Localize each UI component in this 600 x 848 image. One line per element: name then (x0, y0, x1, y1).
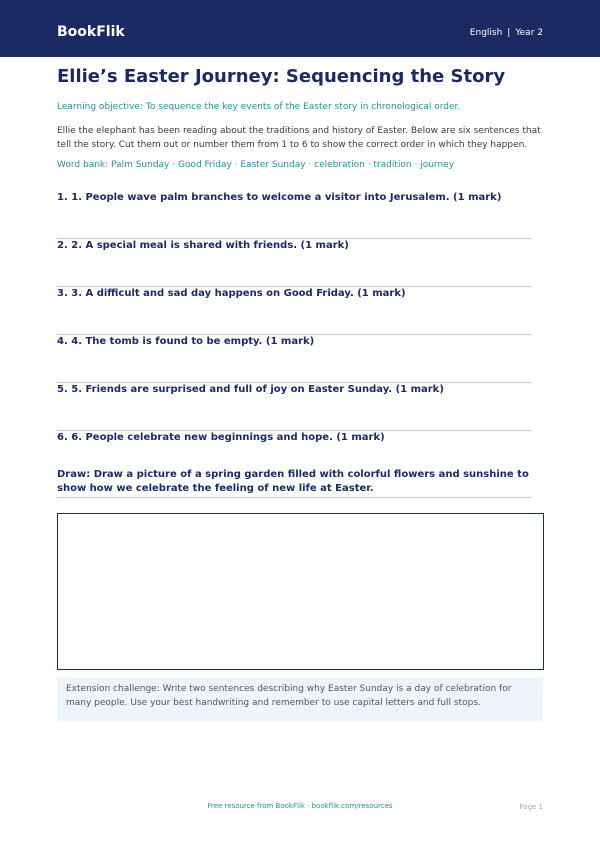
question-3 (57, 287, 532, 300)
page-header (0, 0, 600, 57)
page-number: Page 1 (519, 803, 543, 811)
question-5 (57, 383, 532, 396)
worksheet-title: Ellie’s Easter Journey: Sequencing the Story (57, 66, 506, 87)
brand-logo-text: BookFlik (57, 24, 125, 40)
question-2 (57, 239, 532, 252)
meta-separator: | (507, 28, 511, 38)
question-text: 1. 1. People wave palm branches to welcome a visitor into Jerusalem. (1 mark) (57, 192, 502, 203)
question-1 (57, 191, 532, 204)
draw-prompt: Draw: Draw a picture of a spring garden filled with colorful flowers and sunshine to show how we celebrate the feeling of new life at Easter. (57, 469, 529, 494)
subject-year-label (470, 28, 543, 38)
question-text: 5. 5. Friends are surprised and full of joy on Easter Sunday. (1 mark) (57, 384, 444, 395)
subject-label: English (469, 28, 503, 38)
question-text: 2. 2. A special meal is shared with friends. (1 mark) (57, 240, 349, 251)
word-bank: Word bank: Palm Sunday · Good Friday · Easter Sunday · celebration · tradition · journey (57, 160, 455, 170)
year-label: Year 2 (515, 28, 543, 38)
question-text: 4. 4. The tomb is found to be empty. (1 mark) (57, 336, 315, 347)
intro-paragraph: Ellie the elephant has been reading about the traditions and history of Easter. Below are six sentences that tell the story. Cut them out or number them from 1 to 6 to show the correct order in which they happen. (57, 126, 541, 150)
question-text: 3. 3. A difficult and sad day happens on Good Friday. (1 mark) (57, 288, 406, 299)
question-text: 6. 6. People celebrate new beginnings and hope. (1 mark) (57, 432, 385, 443)
learning-objective: Learning objective: To sequence the key events of the Easter story in chronological order. (57, 102, 461, 112)
draw-prompt-divider (57, 497, 532, 498)
footer-credit: Free resource from BookFlik · bookflik.com/resources (207, 802, 393, 810)
question-6 (57, 431, 532, 444)
question-4 (57, 335, 532, 348)
extension-challenge: Extension challenge: Write two sentences describing why Easter Sunday is a day of celebration for many people. Use your best handwriting and remember to use capital letters and full stops. (57, 678, 543, 721)
drawing-area[interactable] (57, 513, 544, 670)
